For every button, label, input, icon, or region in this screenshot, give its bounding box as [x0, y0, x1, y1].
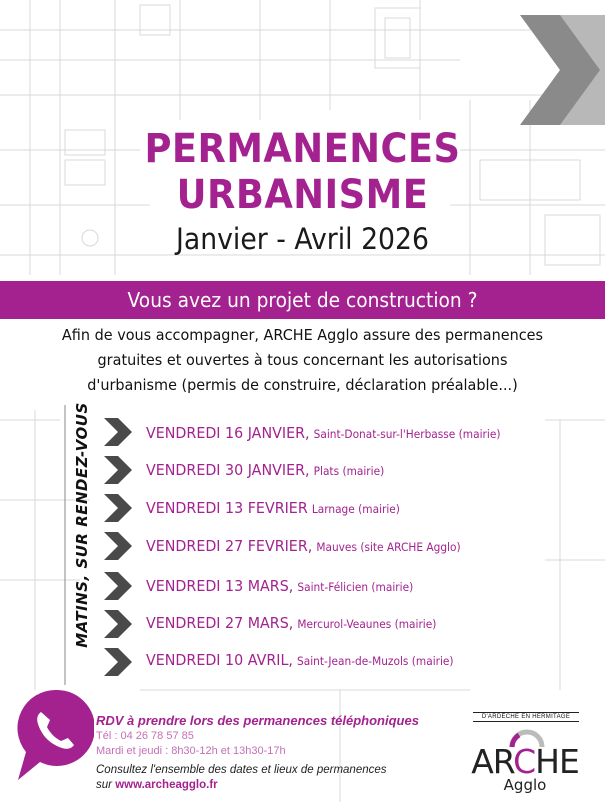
- schedule-item: [146, 499, 400, 518]
- schedule-chevrons: [100, 410, 140, 680]
- schedule-place: Saint-Jean-de-Muzols (mairie): [297, 654, 454, 668]
- intro-text: [40, 323, 565, 398]
- schedule-place: Mauves (site ARCHE Agglo): [316, 540, 461, 554]
- schedule-place: Mercurol-Veaunes (mairie): [297, 617, 437, 631]
- intro-line: d'urbanisme (permis de construire, déclaration préalable...): [87, 376, 518, 394]
- schedule-place: Saint-Félicien (mairie): [297, 580, 414, 594]
- schedule-day: VENDREDI 13 FEVRIER: [146, 499, 308, 517]
- logo-agglo: Agglo: [503, 776, 547, 794]
- chevron-right-icon: [104, 494, 132, 522]
- schedule-place: Saint-Donat-sur-l'Herbasse (mairie): [313, 427, 501, 441]
- vertical-label: MATINS, SUR RENDEZ-VOUS: [73, 402, 91, 648]
- logo-he: HE: [535, 742, 579, 781]
- phone-number: Tél : 04 26 78 57 85: [96, 730, 194, 742]
- schedule-item: [146, 614, 436, 633]
- schedule-item: [146, 577, 413, 596]
- website-prefix: sur: [96, 779, 112, 791]
- website-line: [96, 779, 218, 791]
- rdv-text: RDV à prendre lors des permanences téléphoniques: [96, 713, 419, 728]
- schedule-day: VENDREDI 27 MARS,: [146, 614, 294, 632]
- schedule-item: [146, 651, 454, 670]
- intro-line: Afin de vous accompagner, ARCHE Agglo assure des permanences: [61, 326, 544, 344]
- chevron-right-icon: [104, 648, 132, 676]
- schedule-place: Larnage (mairie): [311, 502, 400, 516]
- schedule-place: Plats (mairie): [313, 464, 385, 478]
- consult-text: Consultez l'ensemble des dates et lieux de permanences: [96, 764, 387, 776]
- chevron-right-icon: [104, 532, 132, 560]
- title-line1: PERMANENCES: [144, 126, 461, 172]
- date-range: Janvier - Avril 2026: [176, 222, 429, 256]
- chevron-right-icon: [104, 418, 132, 446]
- logo-ar: AR: [471, 742, 514, 781]
- logo-tagline-text: D'ARDÈCHE EN HERMITAGE: [473, 712, 579, 722]
- schedule-item: [146, 461, 384, 480]
- logo-c: C: [513, 742, 536, 781]
- schedule-day: VENDREDI 10 AVRIL,: [146, 651, 293, 669]
- schedule-day: VENDREDI 13 MARS,: [146, 577, 294, 595]
- schedule-day: VENDREDI 27 FEVRIER,: [146, 537, 313, 555]
- question-text: Vous avez un projet de construction ?: [127, 288, 478, 312]
- schedule-day: VENDREDI 16 JANVIER,: [146, 424, 310, 442]
- intro-line: gratuites et ouvertes à tous concernant les autorisations: [97, 351, 508, 369]
- vertical-divider: [60, 405, 70, 685]
- question-band: [0, 281, 605, 319]
- phone-icon: [14, 688, 94, 793]
- phone-hours: Mardi et jeudi : 8h30-12h et 13h30-17h: [96, 745, 286, 757]
- title-line2: URBANISME: [176, 172, 429, 218]
- website-link[interactable]: www.archeagglo.fr: [115, 779, 218, 791]
- chevron-right-icon: [104, 610, 132, 638]
- schedule-item: [146, 424, 500, 443]
- chevron-right-icon: [104, 572, 132, 600]
- schedule-item: [146, 537, 461, 556]
- schedule-day: VENDREDI 30 JANVIER,: [146, 461, 310, 479]
- logo-tagline: [473, 712, 579, 722]
- chevron-right-icon: [104, 456, 132, 484]
